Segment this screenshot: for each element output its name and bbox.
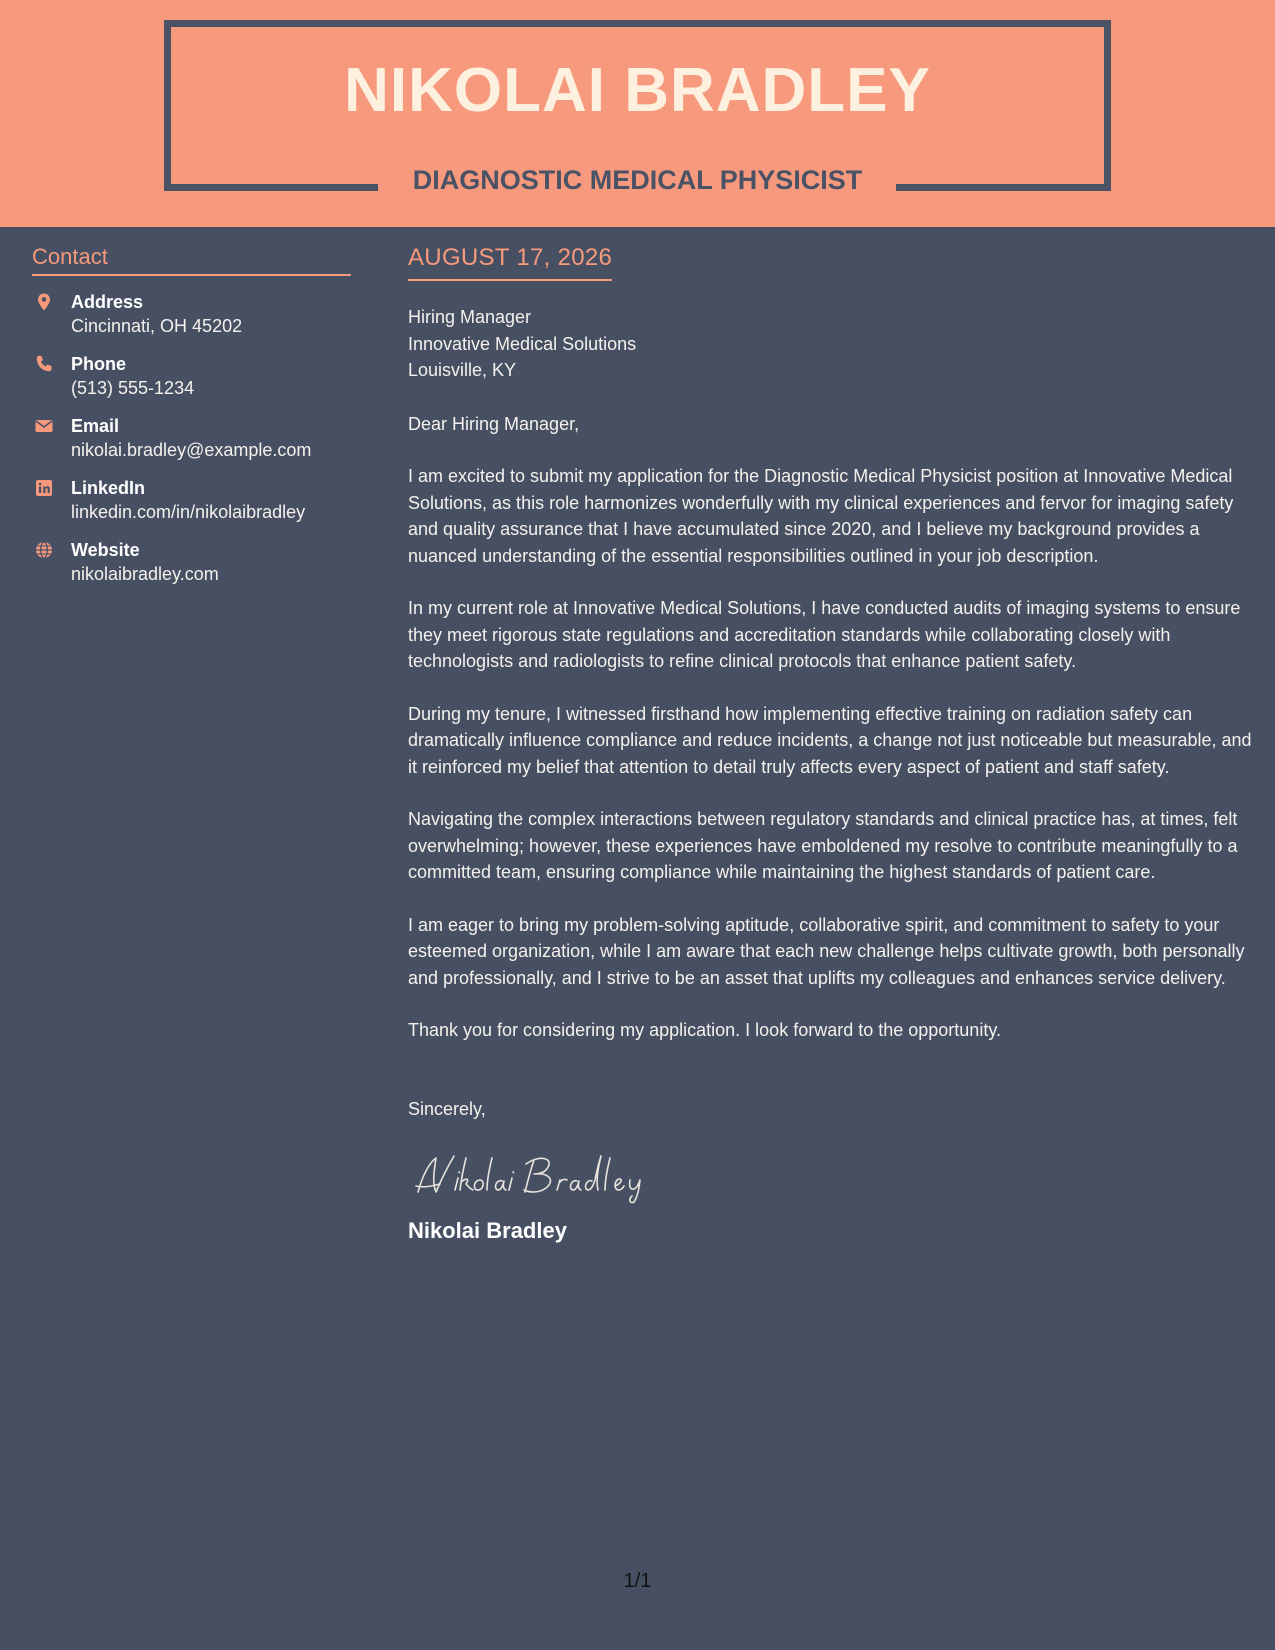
- body-paragraph: In my current role at Innovative Medical Solutions, I have conducted audits of imaging systems to ensure they meet rigorous state regulations and accreditation standards while collaborating closely with technologists and radiologists to refine clinical protocols that enhance patient safety.: [408, 598, 1241, 671]
- letter-date: AUGUST 17, 2026: [408, 244, 612, 281]
- email-value[interactable]: nikolai.bradley@example.com: [71, 440, 312, 460]
- contact-heading: Contact: [32, 244, 351, 276]
- address-value: Cincinnati, OH 45202: [71, 316, 243, 336]
- email-label: Email: [71, 416, 120, 436]
- applicant-name: NIKOLAI BRADLEY: [344, 56, 931, 125]
- signature-drawing: [414, 1148, 664, 1204]
- closing-thanks: Thank you for considering my application. I look forward to the opportunity.: [408, 1020, 1001, 1040]
- body-paragraph: Navigating the complex interactions between regulatory standards and clinical practice has, at times, felt overwhelming; however, these experiences have emboldened my resolve to contribute meaningfully to a committed team, ensuring compliance while maintaining the highest standards of patient care.: [408, 809, 1238, 882]
- contact-item-address: [32, 290, 351, 339]
- linkedin-icon: [34, 478, 54, 498]
- recipient-line: Innovative Medical Solutions: [408, 333, 637, 354]
- envelope-icon: [34, 416, 54, 436]
- letter-body: [408, 244, 1253, 1245]
- salutation: Dear Hiring Manager,: [408, 413, 580, 434]
- phone-value[interactable]: (513) 555-1234: [71, 378, 195, 398]
- address-label: Address: [71, 292, 144, 312]
- recipient-line: Louisville, KY: [408, 360, 517, 380]
- header-banner: [0, 0, 1275, 227]
- contact-item-email: [32, 414, 351, 463]
- phone-label: Phone: [71, 354, 127, 374]
- closing-salutation: Sincerely,: [408, 1098, 486, 1119]
- handwritten-signature: [414, 1148, 1253, 1204]
- contact-item-phone: [32, 352, 351, 401]
- signer-name: Nikolai Bradley: [408, 1218, 567, 1243]
- linkedin-label: LinkedIn: [71, 478, 146, 498]
- body-paragraph: I am excited to submit my application for the Diagnostic Medical Physicist position at Innovative Medical Solutions, as this role harmonizes wonderfully with my clinical experiences and fervor for imaging safety and quality assurance that I have accumulated since 2020, and I believe my background provides a nuanced understanding of the essential responsibilities outlined in your job description.: [408, 466, 1234, 566]
- phone-icon: [34, 354, 54, 374]
- linkedin-value[interactable]: linkedin.com/in/nikolaibradley: [71, 502, 306, 522]
- contact-item-website: [32, 538, 351, 587]
- website-label: Website: [71, 540, 140, 560]
- page-indicator: 1/1: [623, 1570, 652, 1592]
- contact-sidebar: [32, 244, 351, 587]
- recipient-block: [408, 304, 1253, 384]
- map-pin-icon: [34, 292, 54, 312]
- globe-icon: [34, 540, 54, 560]
- job-title: DIAGNOSTIC MEDICAL PHYSICIST: [412, 165, 863, 195]
- website-value[interactable]: nikolaibradley.com: [71, 564, 219, 584]
- body-paragraph: I am eager to bring my problem-solving aptitude, collaborative spirit, and commitment to safety to your esteemed organization, while I am aware that each new challenge helps cultivate growth, both personally and professionally, and I strive to be an asset that uplifts my colleagues and enhances service delivery.: [408, 914, 1245, 988]
- contact-item-linkedin: [32, 476, 351, 525]
- recipient-line: Hiring Manager: [408, 307, 532, 327]
- body-paragraph: During my tenure, I witnessed firsthand how implementing effective training on radiation safety can dramatically influence compliance and reduce incidents, a change not just noticeable but measurable, and it reinforced my belief that attention to detail truly affects every aspect of patient and staff safety.: [408, 703, 1252, 777]
